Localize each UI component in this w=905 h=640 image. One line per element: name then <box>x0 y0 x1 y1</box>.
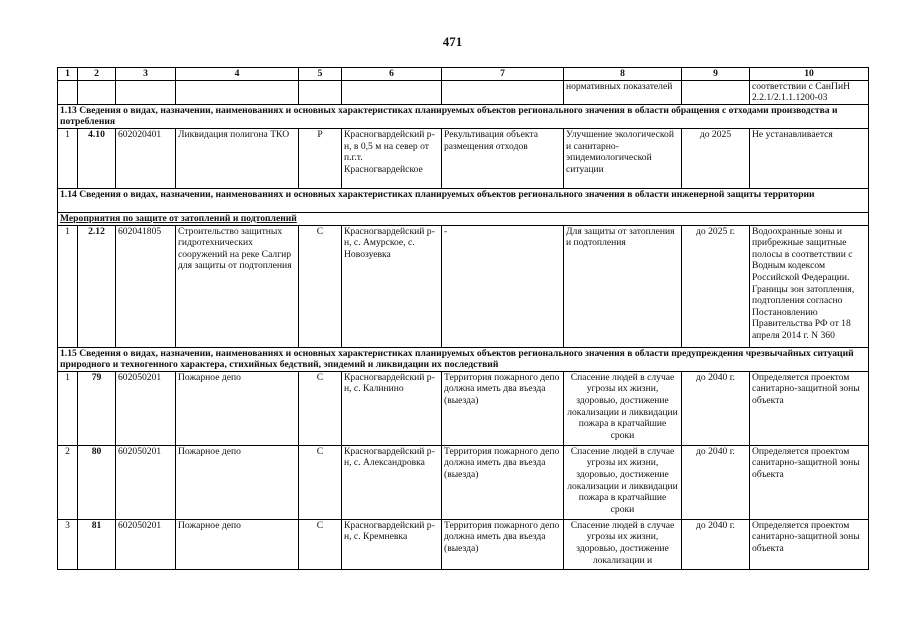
column-header: 9 <box>682 68 750 81</box>
table-cell: Спасение людей в случае угрозы их жизни, здоровью, достижение локализации и <box>564 519 682 569</box>
column-header: 10 <box>750 68 869 81</box>
table-cell: 80 <box>78 445 116 519</box>
table-cell: Р <box>299 128 342 188</box>
table-cell: 4.10 <box>78 128 116 188</box>
table-cell: нормативных показателей <box>564 80 682 104</box>
table-cell: 2.12 <box>78 225 116 347</box>
table-cell: Для защиты от затопления и подтопления <box>564 225 682 347</box>
column-header: 3 <box>116 68 176 81</box>
table-cell: 602050201 <box>116 519 176 569</box>
table-cell: Красногвардейский р-н, в 0,5 м на север от п.г.т. Красногвардейское <box>342 128 442 188</box>
column-header: 2 <box>78 68 116 81</box>
table-cell: 1 <box>58 371 78 445</box>
continuation-row <box>58 80 869 104</box>
table-cell: соответствии с СанПиН 2.2.1/2.1.1.1200-03 <box>750 80 869 104</box>
table-cell: Красногвардейский р-н, с. Александровка <box>342 445 442 519</box>
table-cell: Водоохранные зоны и прибрежные защитные полосы в соответствии с Водным кодексом Российской Федерации. Границы зон затопления, подтопления согласно Постановлению Правительства РФ от 18 апреля 2014 г. N 360 <box>750 225 869 347</box>
subsection-title: Мероприятия по защите от затоплений и подтоплений <box>58 212 869 225</box>
table-cell: до 2025 г. <box>682 225 750 347</box>
table-cell: Пожарное депо <box>176 445 299 519</box>
table-row <box>58 128 869 188</box>
column-header-row <box>58 68 869 81</box>
section-title: 1.13 Сведения о видах, назначении, наименованиях и основных характеристиках планируемых объектов регионального значения в области обращения с отходами производства и потребления <box>58 104 869 128</box>
table-cell: - <box>442 225 564 347</box>
table-cell: С <box>299 371 342 445</box>
section-heading-row <box>58 347 869 371</box>
table-cell: Рекультивация объекта размещения отходов <box>442 128 564 188</box>
table-cell: 79 <box>78 371 116 445</box>
table-row <box>58 519 869 569</box>
section-title: 1.15 Сведения о видах, назначении, наименованиях и основных характеристиках планируемых объектов регионального значения в области предупреждения чрезвычайных ситуаций природного и техногенного характера, стихийных бедствий, эпидемий и ликвидации их последствий <box>58 347 869 371</box>
table-cell: Ликвидация полигона ТКО <box>176 128 299 188</box>
table-cell: Улучшение экологической и санитарно-эпидемиологической ситуации <box>564 128 682 188</box>
table-cell: Определяется проектом санитарно-защитной зоны объекта <box>750 519 869 569</box>
column-header: 7 <box>442 68 564 81</box>
table-cell: до 2025 <box>682 128 750 188</box>
table-cell: до 2040 г. <box>682 445 750 519</box>
table-cell: Территория пожарного депо должна иметь два въезда (выезда) <box>442 445 564 519</box>
table-cell: 1 <box>58 225 78 347</box>
table-cell: Красногвардейский р-н, с. Калинино <box>342 371 442 445</box>
table-cell: до 2040 г. <box>682 371 750 445</box>
table-cell: С <box>299 519 342 569</box>
table-cell: Красногвардейский р-н, с. Кремневка <box>342 519 442 569</box>
table-cell: 3 <box>58 519 78 569</box>
table-cell: Территория пожарного депо должна иметь два въезда (выезда) <box>442 371 564 445</box>
table-cell: 602050201 <box>116 371 176 445</box>
column-header: 8 <box>564 68 682 81</box>
subsection-row <box>58 212 869 225</box>
table-cell: Спасение людей в случае угрозы их жизни, здоровью, достижение локализации и ликвидации пожара в кратчайшие сроки <box>564 371 682 445</box>
page-number: 471 <box>442 34 463 49</box>
table-cell: Спасение людей в случае угрозы их жизни, здоровью, достижение локализации и ликвидации пожара в кратчайшие сроки <box>564 445 682 519</box>
section-heading-row <box>58 104 869 128</box>
table-cell: Определяется проектом санитарно-защитной зоны объекта <box>750 371 869 445</box>
table-row <box>58 445 869 519</box>
table-cell: Определяется проектом санитарно-защитной зоны объекта <box>750 445 869 519</box>
table-cell: Строительство защитных гидротехнических сооружений на реке Салгир для защиты от подтопления <box>176 225 299 347</box>
planning-table <box>57 67 869 570</box>
table-row <box>58 225 869 347</box>
table-cell: до 2040 г. <box>682 519 750 569</box>
column-header: 4 <box>176 68 299 81</box>
table-cell: 602020401 <box>116 128 176 188</box>
table-cell: 1 <box>58 128 78 188</box>
section-heading-row <box>58 188 869 212</box>
column-header: 1 <box>58 68 78 81</box>
table-cell: Пожарное депо <box>176 519 299 569</box>
column-header: 6 <box>342 68 442 81</box>
table-cell: С <box>299 445 342 519</box>
table-cell: 81 <box>78 519 116 569</box>
table-cell: Красногвардейский р-н, с. Амурское, с. Новозуевка <box>342 225 442 347</box>
column-header: 5 <box>299 68 342 81</box>
table-cell: 602050201 <box>116 445 176 519</box>
table-cell: Пожарное депо <box>176 371 299 445</box>
table-row <box>58 371 869 445</box>
table-cell: С <box>299 225 342 347</box>
table-cell: 2 <box>58 445 78 519</box>
table-cell: Территория пожарного депо должна иметь два въезда (выезда) <box>442 519 564 569</box>
table-cell: Не устанавливается <box>750 128 869 188</box>
section-title: 1.14 Сведения о видах, назначении, наименованиях и основных характеристиках планируемых объектов регионального значения в области инженерной защиты территории <box>58 188 869 212</box>
table-cell: 602041805 <box>116 225 176 347</box>
